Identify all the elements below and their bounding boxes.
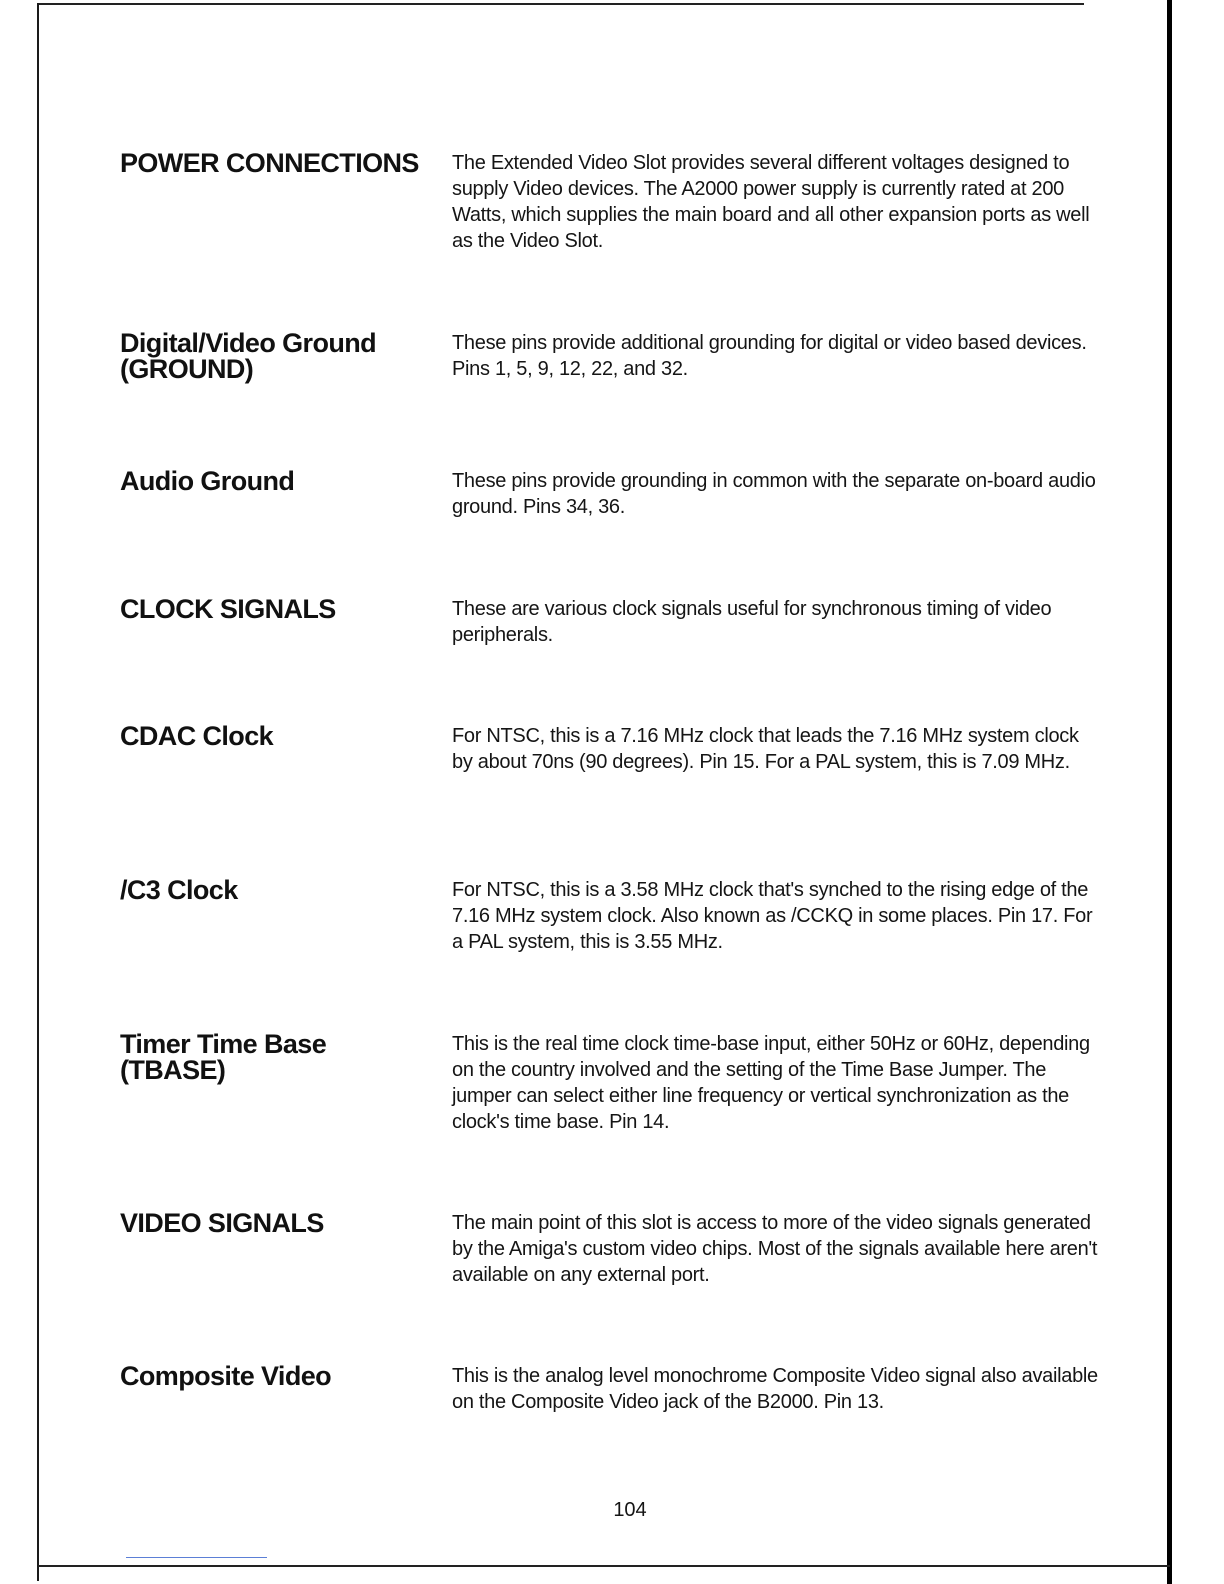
section-body: The Extended Video Slot provides several different voltages designed to supply Video devices. The A2000 power supply is currently rated at 200 Watts, which supplies the main board and all other expansion ports as well as the Video Slot. [452, 152, 1090, 252]
section-heading: Composite Video [120, 1361, 332, 1391]
top-border-rule [38, 3, 1084, 5]
section-heading: POWER CONNECTIONS [120, 148, 419, 178]
scan-mark-line [126, 1557, 267, 1558]
left-border-rule [37, 3, 39, 1581]
section-body: This is the real time clock time-base input, either 50Hz or 60Hz, depending on the country involved and the setting of the Time Base Jumper. The jumper can select either line frequency or vertical synchronization as the clock's time base. Pin 14. [452, 1033, 1090, 1133]
section-heading: Timer Time Base (TBASE) [120, 1029, 327, 1085]
page-number: 104 [613, 1499, 647, 1521]
section-body: For NTSC, this is a 3.58 MHz clock that's synched to the rising edge of the 7.16 MHz system clock. Also known as /CCKQ in some places. Pin 17. For a PAL system, this is 3.55 MHz. [452, 879, 1093, 953]
section-body: The main point of this slot is access to more of the video signals generated by the Amiga's custom video chips. Most of the signals available here aren't available on any external port. [452, 1212, 1098, 1286]
section-heading: /C3 Clock [120, 875, 238, 905]
section-heading: CDAC Clock [120, 721, 274, 751]
right-border-rule [1167, 0, 1172, 1584]
section-body: These are various clock signals useful for synchronous timing of video peripherals. [452, 598, 1052, 646]
section-heading: Audio Ground [120, 466, 295, 496]
section-heading: CLOCK SIGNALS [120, 594, 336, 624]
section-heading: VIDEO SIGNALS [120, 1208, 324, 1238]
section-body: This is the analog level monochrome Composite Video signal also available on the Composite Video jack of the B2000. Pin 13. [452, 1365, 1098, 1413]
section-heading: Digital/Video Ground (GROUND) [120, 328, 377, 384]
section-body: These pins provide grounding in common with the separate on-board audio ground. Pins 34, 36. [452, 470, 1096, 518]
section-body: These pins provide additional grounding for digital or video based devices. Pins 1, 5, 9, 12, 22, and 32. [452, 332, 1087, 380]
section-body: For NTSC, this is a 7.16 MHz clock that leads the 7.16 MHz system clock by about 70ns (90 degrees). Pin 15. For a PAL system, this is 7.09 MHz. [452, 725, 1079, 773]
bottom-border-rule [38, 1565, 1170, 1567]
